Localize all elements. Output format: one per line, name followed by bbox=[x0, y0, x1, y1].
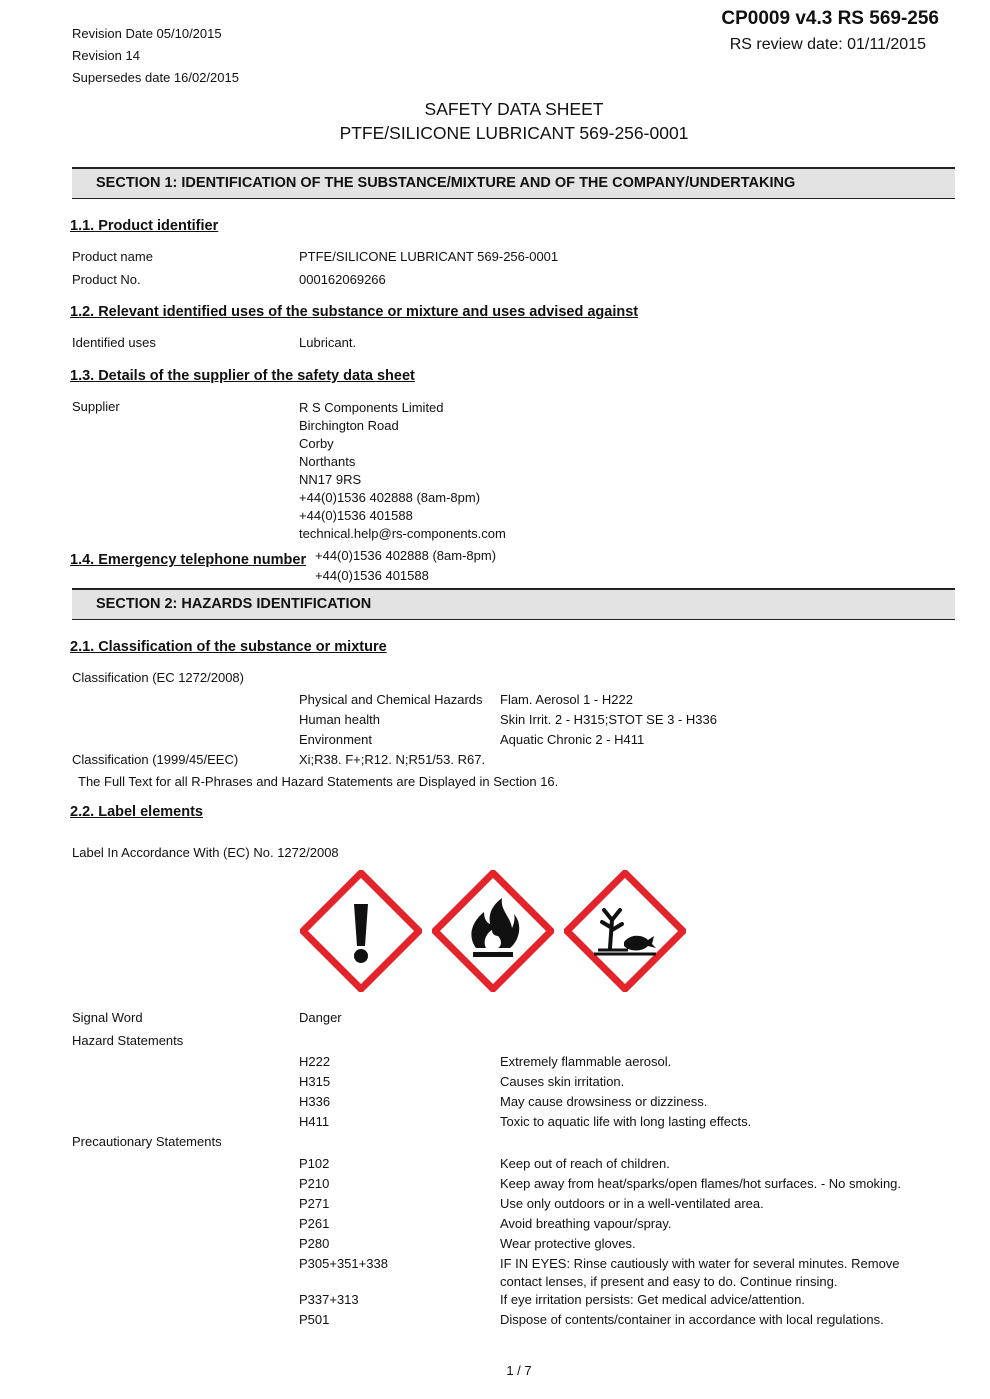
identified-uses-value: Lubricant. bbox=[299, 335, 357, 350]
emergency-line: +44(0)1536 401588 bbox=[315, 568, 429, 583]
revision-date: Revision Date 05/10/2015 bbox=[72, 26, 222, 41]
precaution-text: Wear protective gloves. bbox=[500, 1236, 636, 1251]
flame-icon bbox=[432, 870, 554, 992]
classification-category: Environment bbox=[299, 732, 372, 747]
document-code: CP0009 v4.3 RS 569-256 bbox=[721, 8, 939, 29]
precaution-text-continued: contact lenses, if present and easy to do. Continue rinsing. bbox=[500, 1274, 838, 1289]
product-name-label: Product name bbox=[72, 249, 153, 264]
rs-review-date: RS review date: 01/11/2015 bbox=[729, 36, 926, 53]
hazard-text: May cause drowsiness or dizziness. bbox=[500, 1094, 708, 1109]
signal-word-value: Danger bbox=[299, 1010, 342, 1025]
hazard-text: Toxic to aquatic life with long lasting effects. bbox=[500, 1114, 752, 1129]
classification-1999-label: Classification (1999/45/EEC) bbox=[72, 752, 239, 767]
label-accordance: Label In Accordance With (EC) No. 1272/2008 bbox=[72, 845, 339, 860]
supplier-line: Northants bbox=[299, 454, 356, 469]
supplier-line: +44(0)1536 401588 bbox=[299, 508, 413, 523]
supersedes-date: Supersedes date 16/02/2015 bbox=[72, 70, 239, 85]
section-2-2-heading: 2.2. Label elements bbox=[70, 804, 203, 820]
precaution-code: P501 bbox=[299, 1312, 330, 1327]
precaution-text: Dispose of contents/container in accordance with local regulations. bbox=[500, 1312, 884, 1327]
document-subtitle: PTFE/SILICONE LUBRICANT 569-256-0001 bbox=[339, 123, 689, 143]
precaution-text: Keep out of reach of children. bbox=[500, 1156, 670, 1171]
product-no-label: Product No. bbox=[72, 272, 141, 287]
hazard-text: Extremely flammable aerosol. bbox=[500, 1054, 672, 1069]
supplier-line: NN17 9RS bbox=[299, 472, 362, 487]
precaution-code: P261 bbox=[299, 1216, 330, 1231]
section-1-heading: SECTION 1: IDENTIFICATION OF THE SUBSTANCE/MIXTURE AND OF THE COMPANY/UNDERTAKING bbox=[96, 175, 796, 191]
precaution-text: If eye irritation persists: Get medical advice/attention. bbox=[500, 1292, 805, 1307]
identified-uses-label: Identified uses bbox=[72, 335, 156, 350]
revision-number: Revision 14 bbox=[72, 48, 140, 63]
classification-value: Flam. Aerosol 1 - H222 bbox=[500, 692, 633, 707]
supplier-label: Supplier bbox=[72, 399, 120, 414]
page-number: 1 / 7 bbox=[506, 1363, 532, 1378]
precaution-code: P280 bbox=[299, 1236, 330, 1251]
precaution-text: Avoid breathing vapour/spray. bbox=[500, 1216, 672, 1231]
precaution-text: IF IN EYES: Rinse cautiously with water for several minutes. Remove bbox=[500, 1256, 900, 1271]
signal-word-label: Signal Word bbox=[72, 1010, 143, 1025]
section-2-1-heading: 2.1. Classification of the substance or mixture bbox=[70, 639, 387, 655]
classification-value: Skin Irrit. 2 - H315;STOT SE 3 - H336 bbox=[500, 712, 717, 727]
section-1-3-heading: 1.3. Details of the supplier of the safety data sheet bbox=[70, 368, 415, 384]
hazard-code: H222 bbox=[299, 1054, 331, 1069]
environment-icon bbox=[564, 870, 686, 992]
precaution-code: P337+313 bbox=[299, 1292, 359, 1307]
classification-1999-value: Xi;R38. F+;R12. N;R51/53. R67. bbox=[299, 752, 486, 767]
product-name-value: PTFE/SILICONE LUBRICANT 569-256-0001 bbox=[299, 249, 559, 264]
precautionary-statements-label: Precautionary Statements bbox=[72, 1134, 222, 1149]
classification-category: Physical and Chemical Hazards bbox=[299, 692, 483, 707]
document-title: SAFETY DATA SHEET bbox=[424, 99, 604, 119]
supplier-line: +44(0)1536 402888 (8am-8pm) bbox=[299, 490, 481, 505]
precaution-text: Use only outdoors or in a well-ventilated area. bbox=[500, 1196, 764, 1211]
section-2-bar bbox=[72, 588, 955, 620]
precaution-code: P305+351+338 bbox=[299, 1256, 388, 1271]
classification-ec-label: Classification (EC 1272/2008) bbox=[72, 670, 244, 685]
hazard-text: Causes skin irritation. bbox=[500, 1074, 625, 1089]
precaution-text: Keep away from heat/sparks/open flames/hot surfaces. - No smoking. bbox=[500, 1176, 902, 1191]
section-1-4-heading: 1.4. Emergency telephone number bbox=[70, 552, 307, 568]
precaution-code: P271 bbox=[299, 1196, 330, 1211]
hazard-code: H315 bbox=[299, 1074, 331, 1089]
hazard-code: H336 bbox=[299, 1094, 331, 1109]
emergency-numbers bbox=[315, 546, 496, 586]
hazard-statements-label: Hazard Statements bbox=[72, 1033, 184, 1048]
full-text-note: The Full Text for all R-Phrases and Hazard Statements are Displayed in Section 16. bbox=[78, 774, 559, 789]
classification-value: Aquatic Chronic 2 - H411 bbox=[500, 732, 645, 747]
supplier-line: Birchington Road bbox=[299, 418, 399, 433]
emergency-line: +44(0)1536 402888 (8am-8pm) bbox=[315, 548, 497, 563]
section-1-1-heading: 1.1. Product identifier bbox=[70, 218, 219, 234]
supplier-email: technical.help@rs-components.com bbox=[299, 526, 506, 541]
section-2-heading: SECTION 2: HAZARDS IDENTIFICATION bbox=[96, 596, 372, 612]
supplier-line: R S Components Limited bbox=[299, 400, 444, 415]
supplier-line: Corby bbox=[299, 436, 334, 451]
section-1-2-heading: 1.2. Relevant identified uses of the substance or mixture and uses advised against bbox=[70, 304, 639, 320]
precaution-code: P102 bbox=[299, 1156, 330, 1171]
hazard-code: H411 bbox=[299, 1114, 330, 1129]
section-1-bar bbox=[72, 167, 955, 199]
classification-category: Human health bbox=[299, 712, 380, 727]
precaution-code: P210 bbox=[299, 1176, 330, 1191]
supplier-address bbox=[299, 399, 506, 543]
product-no-value: 000162069266 bbox=[299, 272, 386, 287]
exclamation-mark-icon bbox=[300, 870, 422, 992]
